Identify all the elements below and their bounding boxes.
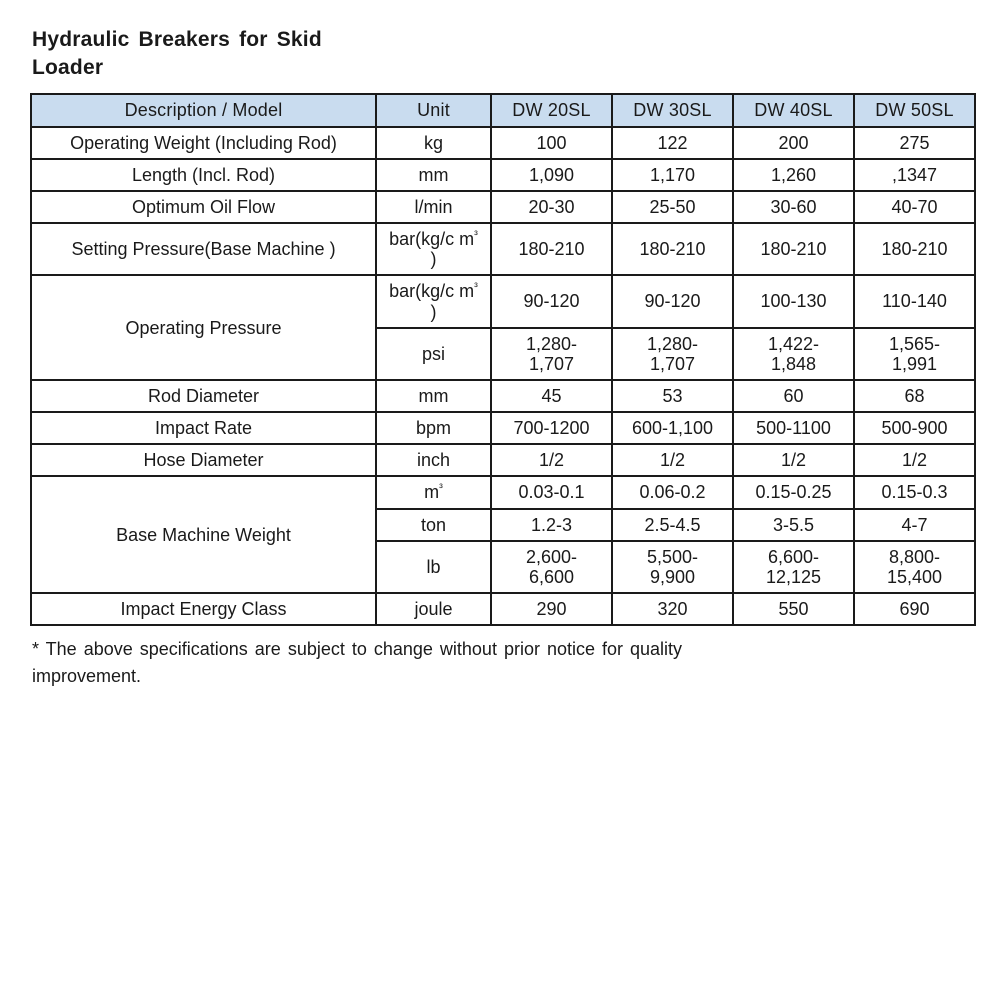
cell-value [854,328,975,380]
row-unit-impact-rate: bpm [376,412,491,444]
cell-value: 180-210 [733,223,854,275]
row-unit-base-machine-weight-ton: ton [376,509,491,541]
table-row [31,159,975,191]
cell-value [612,328,733,380]
row-unit-hose-diameter: inch [376,444,491,476]
cell-value: 290 [491,593,612,625]
row-label-operating-weight: Operating Weight (Including Rod) [31,127,376,159]
row-label-base-machine-weight: Base Machine Weight [31,476,376,593]
row-label-operating-pressure: Operating Pressure [31,275,376,380]
cell-value: 2.5-4.5 [612,509,733,541]
cell-value: 1/2 [733,444,854,476]
table-row [31,127,975,159]
footnote: * The above specifications are subject to change without prior notice for quality improvement. [32,639,683,687]
cell-value: 0.15-0.3 [854,476,975,508]
cell-value: 100 [491,127,612,159]
unit-bar-tail: ) [430,301,437,322]
row-unit-operating-pressure-psi: psi [376,328,491,380]
cell-value: 275 [854,127,975,159]
value-line-top: 1,280- [646,333,699,354]
table-row [31,191,975,223]
unit-bar-text: bar(kg/c m [389,229,475,250]
cell-value: 690 [854,593,975,625]
row-label-rod-diameter: Rod Diameter [31,380,376,412]
column-header-dw20sl: DW 20SL [491,94,612,126]
value-line-bottom: 1,707 [649,353,696,374]
cell-value: 40-70 [854,191,975,223]
unit-superscript: ³ [474,229,478,242]
cell-value: 500-900 [854,412,975,444]
value-line-bottom: 6,600 [528,566,575,587]
cell-value: ,1347 [854,159,975,191]
cell-value: 90-120 [491,275,612,327]
cell-value: 20-30 [491,191,612,223]
row-unit-operating-weight: kg [376,127,491,159]
cell-value: 0.06-0.2 [612,476,733,508]
cell-value: 180-210 [854,223,975,275]
row-label-impact-rate: Impact Rate [31,412,376,444]
cell-value: 1.2-3 [491,509,612,541]
column-header-dw40sl: DW 40SL [733,94,854,126]
row-unit-impact-energy-class: joule [376,593,491,625]
cell-value [733,328,854,380]
cell-value: 1,260 [733,159,854,191]
value-line-top: 1,280- [525,333,578,354]
value-line-top: 1,422- [767,333,820,354]
unit-superscript: ³ [439,482,443,495]
cell-value: 53 [612,380,733,412]
cell-value: 0.15-0.25 [733,476,854,508]
row-unit-length: mm [376,159,491,191]
cell-value: 68 [854,380,975,412]
cell-value: 110-140 [854,275,975,327]
unit-bar-tail: ) [430,249,437,270]
value-line-bottom: 12,125 [765,566,822,587]
value-line-bottom: 1,848 [770,353,817,374]
table-row [31,275,975,327]
cell-value: 320 [612,593,733,625]
value-line-bottom: 15,400 [886,566,943,587]
row-label-optimum-oil-flow: Optimum Oil Flow [31,191,376,223]
table-header-row [31,94,975,126]
value-line-bottom: 1,991 [891,353,938,374]
unit-m-text: m [424,482,440,503]
row-label-length: Length (Incl. Rod) [31,159,376,191]
cell-value [733,541,854,593]
table-header [31,94,975,126]
cell-value: 500-1100 [733,412,854,444]
cell-value: 1,090 [491,159,612,191]
table-row [31,593,975,625]
table-row [31,444,975,476]
unit-bar-text: bar(kg/c m [389,281,475,302]
cell-value: 1/2 [854,444,975,476]
table-row [31,476,975,508]
row-unit-base-machine-weight-m3 [376,476,491,508]
row-unit-operating-pressure-bar [376,275,491,327]
row-unit-optimum-oil-flow: l/min [376,191,491,223]
cell-value [854,541,975,593]
cell-value: 550 [733,593,854,625]
row-label-setting-pressure: Setting Pressure(Base Machine ) [31,223,376,275]
column-header-unit: Unit [376,94,491,126]
cell-value: 90-120 [612,275,733,327]
page-title: Hydraulic Breakers for Skid Loader [32,28,322,79]
cell-value: 25-50 [612,191,733,223]
value-line-top: 8,800- [888,546,941,567]
specifications-table [30,93,976,626]
value-line-top: 5,500- [646,546,699,567]
cell-value: 180-210 [612,223,733,275]
cell-value: 30-60 [733,191,854,223]
cell-value: 1,170 [612,159,733,191]
value-line-bottom: 9,900 [649,566,696,587]
table-row [31,380,975,412]
row-unit-rod-diameter: mm [376,380,491,412]
value-line-bottom: 1,707 [528,353,575,374]
row-unit-setting-pressure [376,223,491,275]
cell-value: 600-1,100 [612,412,733,444]
unit-superscript: ³ [474,281,478,294]
cell-value: 0.03-0.1 [491,476,612,508]
cell-value: 1/2 [491,444,612,476]
column-header-dw30sl: DW 30SL [612,94,733,126]
cell-value: 3-5.5 [733,509,854,541]
cell-value: 180-210 [491,223,612,275]
cell-value: 200 [733,127,854,159]
cell-value [612,541,733,593]
column-header-description: Description / Model [31,94,376,126]
cell-value: 122 [612,127,733,159]
row-label-hose-diameter: Hose Diameter [31,444,376,476]
cell-value: 1/2 [612,444,733,476]
table-row [31,223,975,275]
cell-value [491,328,612,380]
cell-value [491,541,612,593]
cell-value: 60 [733,380,854,412]
cell-value: 700-1200 [491,412,612,444]
value-line-top: 1,565- [888,333,941,354]
row-unit-base-machine-weight-lb: lb [376,541,491,593]
row-label-impact-energy-class: Impact Energy Class [31,593,376,625]
value-line-top: 2,600- [525,546,578,567]
table-row [31,412,975,444]
column-header-dw50sl: DW 50SL [854,94,975,126]
cell-value: 4-7 [854,509,975,541]
cell-value: 45 [491,380,612,412]
table-body [31,127,975,626]
cell-value: 100-130 [733,275,854,327]
value-line-top: 6,600- [767,546,820,567]
